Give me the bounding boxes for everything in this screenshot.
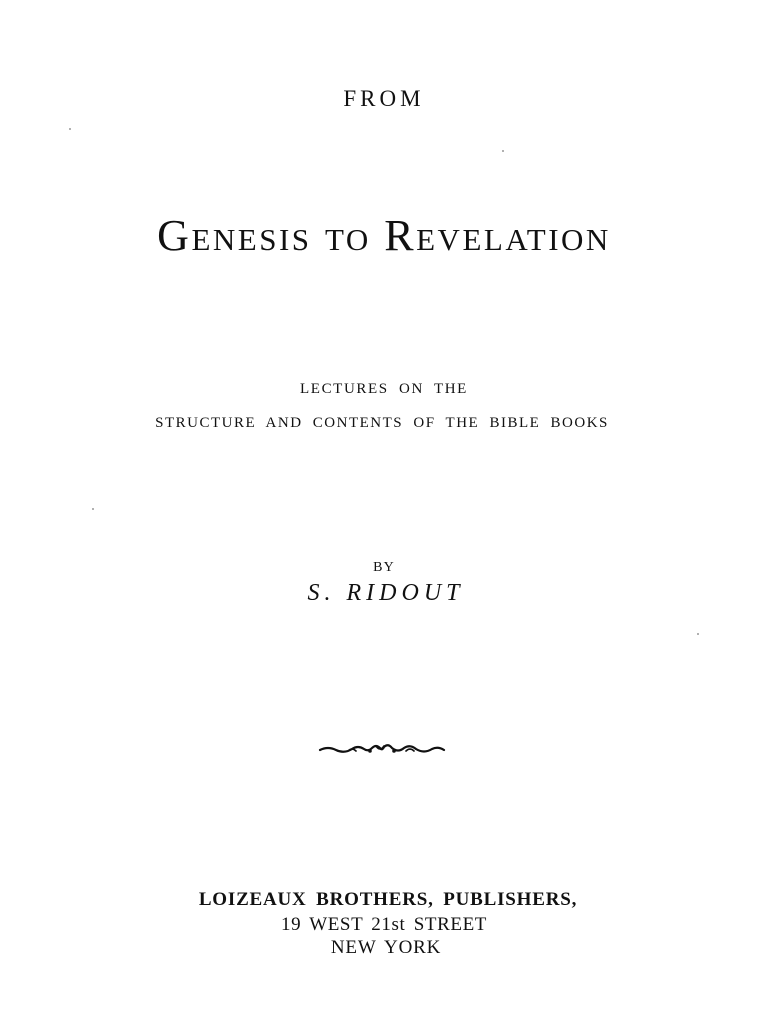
subtitle-line-2: STRUCTURE AND CONTENTS OF THE BIBLE BOOKS [155,415,609,431]
decorative-flourish-icon [318,742,446,756]
book-title: Genesis to Revelation [157,211,611,260]
scan-speck [92,508,94,510]
publisher-address: 19 WEST 21st STREET [280,914,487,935]
publisher-name: LOIZEAUX BROTHERS, PUBLISHERS, [198,889,578,910]
scan-speck [502,150,504,152]
publisher-city: NEW YORK [330,937,442,958]
scan-speck [697,633,699,635]
scan-speck [69,128,71,130]
subtitle-line-1: LECTURES ON THE [300,381,468,397]
from-heading: FROM [343,86,425,111]
author-name: S. RIDOUT [307,580,465,606]
by-label: BY [373,560,395,575]
